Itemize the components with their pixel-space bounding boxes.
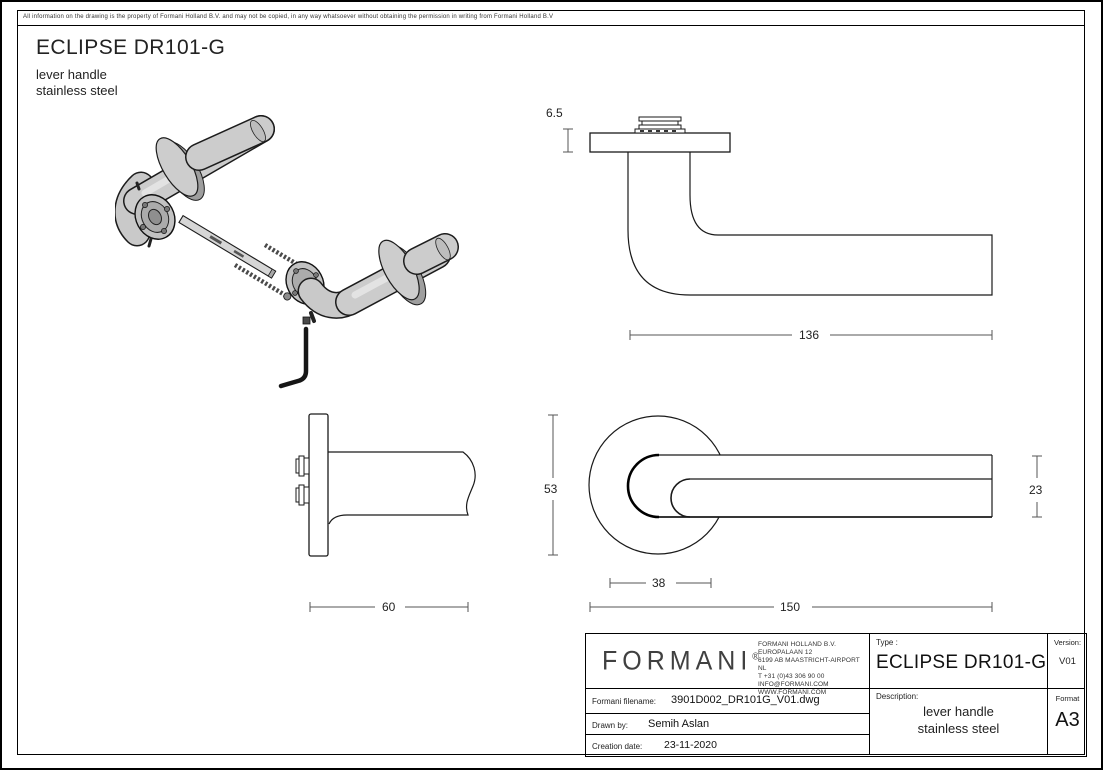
spindle-side-connector-1 (296, 456, 309, 476)
dim-value-6-5: 6.5 (546, 106, 563, 120)
description-line-1: lever handle (923, 704, 994, 719)
type-cell (870, 634, 1047, 688)
subtitle-line-1: lever handle (36, 67, 107, 82)
allen-key (281, 317, 310, 386)
dimension-neck-38 (610, 576, 711, 590)
address-line: T +31 (0)43 306 90 00 (758, 673, 825, 680)
handle-front-view (589, 416, 992, 554)
description-line-2: stainless steel (917, 721, 1000, 736)
spindle-bar (179, 216, 276, 278)
dim-value-150: 150 (780, 600, 801, 614)
filename-label: Formani filename: (592, 697, 657, 706)
version-cell (1048, 634, 1087, 688)
logo-cell (586, 634, 869, 696)
front-view-drawing (540, 400, 1060, 620)
disclaimer-bar (17, 10, 1085, 26)
handle-side-view (296, 414, 475, 556)
address-line: 6199 AB MAASTRICHT-AIRPORT NL (758, 657, 860, 672)
description-cell (870, 689, 1047, 755)
dimension-rose-thickness (546, 106, 573, 152)
top-view-drawing (540, 95, 1040, 350)
dim-value-53: 53 (544, 482, 558, 496)
dimension-depth-60 (310, 600, 468, 614)
dimension-length-136 (630, 328, 992, 342)
drawn-by-value: Semih Aslan (648, 718, 710, 730)
filename-row (586, 689, 869, 713)
creation-date-row (586, 735, 869, 755)
formani-logo (602, 646, 759, 677)
description-value (870, 703, 1047, 737)
dim-value-38: 38 (652, 576, 666, 590)
disclaimer-text: All information on the drawing is the property of Formani Holland B.V. and may not be copied, in any way whatsoever without obtaining the permission in writing from Formani Holland B.V (23, 14, 554, 20)
spindle-side-connector-2 (296, 485, 309, 505)
drawn-by-label: Drawn by: (592, 721, 629, 730)
dim-value-23: 23 (1029, 483, 1043, 497)
subtitle-line-2: stainless steel (36, 83, 118, 98)
dimension-total-150 (590, 600, 992, 614)
type-value: ECLIPSE DR101-G (876, 652, 1047, 673)
address-line: FORMANI HOLLAND B.V. (758, 641, 836, 648)
isometric-exploded-view (115, 105, 465, 405)
handle-top-view (590, 117, 992, 295)
address-line: INFO@FORMANI.COM (758, 681, 829, 688)
type-label: Type : (876, 638, 898, 647)
side-view-drawing (285, 400, 505, 620)
page-subtitle (36, 67, 118, 99)
format-cell (1048, 689, 1087, 755)
title-block (585, 633, 1087, 757)
address-line: EUROPALAAN 12 (758, 649, 813, 656)
spindle-bearing-stack (635, 117, 685, 133)
version-value: V01 (1059, 656, 1076, 667)
dimension-grip-23 (1029, 456, 1043, 517)
version-label: Version: (1053, 638, 1082, 647)
format-value: A3 (1055, 709, 1080, 731)
logo-registered-mark: ® (752, 650, 759, 662)
filename-value: 3901D002_DR101G_V01.dwg (671, 694, 820, 706)
drawn-by-row (586, 714, 869, 734)
dim-value-60: 60 (382, 600, 396, 614)
dimension-rose-53 (544, 415, 558, 555)
dim-value-136: 136 (799, 328, 820, 342)
creation-date-value: 23-11-2020 (664, 739, 717, 751)
logo-text: FORMANI (602, 645, 753, 677)
lower-lever-handle (279, 234, 453, 321)
format-label: Format (1055, 694, 1080, 703)
address-line: WWW.FORMANI.COM (758, 689, 827, 696)
description-label: Description: (876, 692, 919, 701)
creation-date-label: Creation date: (592, 742, 643, 751)
page-title: ECLIPSE DR101-G (36, 36, 226, 59)
